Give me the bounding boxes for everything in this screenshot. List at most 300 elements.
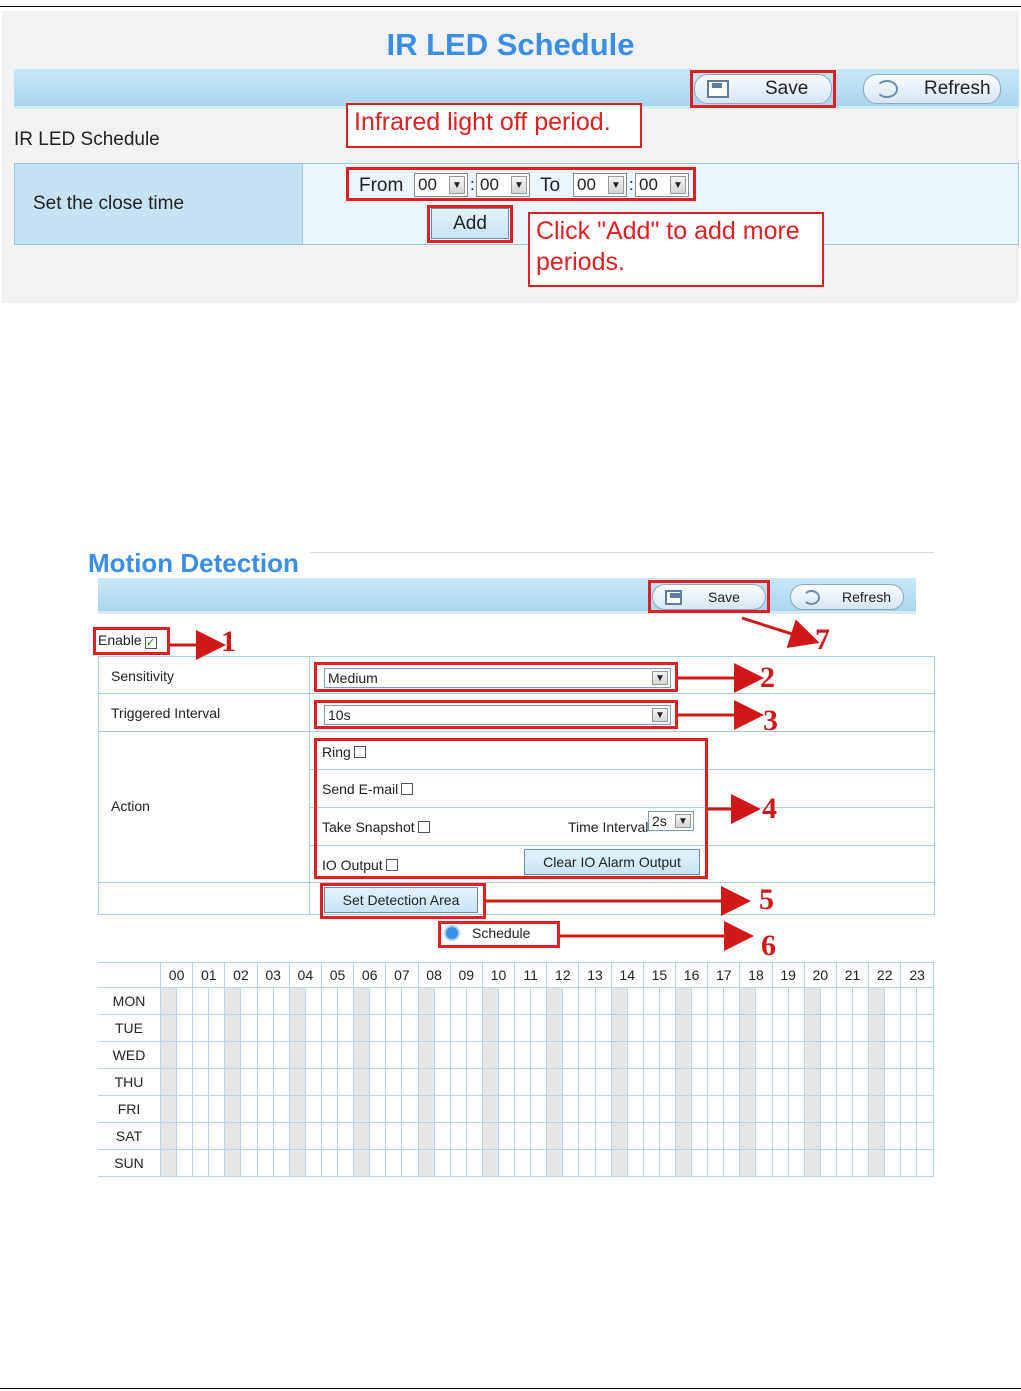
schedule-slot[interactable]	[820, 988, 836, 1015]
schedule-slot[interactable]	[820, 1042, 836, 1069]
schedule-slot[interactable]	[531, 1069, 547, 1096]
schedule-slot[interactable]	[354, 1123, 370, 1150]
schedule-slot[interactable]	[772, 1123, 788, 1150]
schedule-slot[interactable]	[273, 1150, 289, 1177]
schedule-slot[interactable]	[917, 1096, 934, 1123]
schedule-slot[interactable]	[708, 1150, 724, 1177]
schedule-slot[interactable]	[515, 1096, 531, 1123]
schedule-slot[interactable]	[177, 1015, 193, 1042]
schedule-slot[interactable]	[627, 1042, 643, 1069]
schedule-slot[interactable]	[338, 988, 354, 1015]
schedule-slot[interactable]	[450, 1123, 466, 1150]
schedule-slot[interactable]	[193, 1069, 209, 1096]
schedule-slot[interactable]	[579, 1150, 595, 1177]
schedule-slot[interactable]	[402, 1069, 418, 1096]
schedule-slot[interactable]	[643, 1042, 659, 1069]
schedule-slot[interactable]	[305, 1015, 321, 1042]
schedule-slot[interactable]	[756, 1015, 772, 1042]
schedule-slot[interactable]	[209, 1096, 225, 1123]
schedule-slot[interactable]	[788, 1042, 804, 1069]
schedule-slot[interactable]	[257, 1042, 273, 1069]
schedule-slot[interactable]	[466, 1150, 482, 1177]
schedule-slot[interactable]	[370, 1123, 386, 1150]
schedule-slot[interactable]	[209, 1015, 225, 1042]
schedule-slot[interactable]	[354, 1069, 370, 1096]
schedule-slot[interactable]	[547, 988, 563, 1015]
schedule-slot[interactable]	[321, 1015, 337, 1042]
schedule-slot[interactable]	[177, 1042, 193, 1069]
schedule-slot[interactable]	[193, 1096, 209, 1123]
schedule-slot[interactable]	[418, 1069, 434, 1096]
schedule-slot[interactable]	[836, 1096, 852, 1123]
schedule-slot[interactable]	[869, 1123, 885, 1150]
schedule-slot[interactable]	[659, 1096, 675, 1123]
schedule-slot[interactable]	[386, 988, 402, 1015]
schedule-slot[interactable]	[692, 1069, 708, 1096]
schedule-slot[interactable]	[643, 1069, 659, 1096]
schedule-slot[interactable]	[579, 1069, 595, 1096]
schedule-slot[interactable]	[418, 988, 434, 1015]
schedule-slot[interactable]	[740, 1150, 756, 1177]
schedule-slot[interactable]	[386, 1150, 402, 1177]
schedule-slot[interactable]	[209, 988, 225, 1015]
schedule-slot[interactable]	[772, 1150, 788, 1177]
schedule-slot[interactable]	[788, 1096, 804, 1123]
schedule-slot[interactable]	[869, 1042, 885, 1069]
schedule-slot[interactable]	[579, 1042, 595, 1069]
schedule-slot[interactable]	[482, 1015, 498, 1042]
schedule-slot[interactable]	[450, 1042, 466, 1069]
schedule-slot[interactable]	[676, 1096, 692, 1123]
schedule-slot[interactable]	[402, 1096, 418, 1123]
schedule-slot[interactable]	[225, 1150, 241, 1177]
schedule-slot[interactable]	[724, 1096, 740, 1123]
schedule-slot[interactable]	[177, 1096, 193, 1123]
schedule-slot[interactable]	[193, 1042, 209, 1069]
schedule-slot[interactable]	[595, 1150, 611, 1177]
schedule-slot[interactable]	[901, 1123, 917, 1150]
schedule-slot[interactable]	[241, 1015, 257, 1042]
schedule-slot[interactable]	[692, 1096, 708, 1123]
schedule-slot[interactable]	[756, 1069, 772, 1096]
schedule-slot[interactable]	[836, 1069, 852, 1096]
schedule-slot[interactable]	[161, 1015, 177, 1042]
schedule-slot[interactable]	[627, 1123, 643, 1150]
schedule-slot[interactable]	[627, 1015, 643, 1042]
schedule-slot[interactable]	[804, 1096, 820, 1123]
schedule-slot[interactable]	[434, 1015, 450, 1042]
schedule-slot[interactable]	[370, 988, 386, 1015]
schedule-slot[interactable]	[659, 1150, 675, 1177]
schedule-slot[interactable]	[869, 1015, 885, 1042]
schedule-slot[interactable]	[804, 988, 820, 1015]
schedule-slot[interactable]	[869, 988, 885, 1015]
schedule-slot[interactable]	[611, 1150, 627, 1177]
schedule-slot[interactable]	[257, 988, 273, 1015]
schedule-slot[interactable]	[209, 1150, 225, 1177]
schedule-slot[interactable]	[643, 988, 659, 1015]
schedule-slot[interactable]	[241, 988, 257, 1015]
schedule-slot[interactable]	[676, 1015, 692, 1042]
schedule-slot[interactable]	[354, 1150, 370, 1177]
schedule-slot[interactable]	[853, 1150, 869, 1177]
schedule-slot[interactable]	[676, 988, 692, 1015]
schedule-slot[interactable]	[836, 1150, 852, 1177]
schedule-slot[interactable]	[418, 1096, 434, 1123]
schedule-slot[interactable]	[853, 1096, 869, 1123]
schedule-slot[interactable]	[885, 988, 901, 1015]
schedule-slot[interactable]	[498, 1150, 514, 1177]
schedule-slot[interactable]	[177, 1123, 193, 1150]
schedule-slot[interactable]	[579, 1123, 595, 1150]
schedule-slot[interactable]	[692, 1015, 708, 1042]
ir-refresh-button[interactable]	[863, 74, 1001, 104]
schedule-slot[interactable]	[273, 1042, 289, 1069]
schedule-slot[interactable]	[321, 988, 337, 1015]
schedule-slot[interactable]	[885, 1069, 901, 1096]
schedule-slot[interactable]	[804, 1069, 820, 1096]
schedule-slot[interactable]	[820, 1123, 836, 1150]
schedule-slot[interactable]	[595, 1042, 611, 1069]
schedule-slot[interactable]	[788, 1015, 804, 1042]
schedule-slot[interactable]	[643, 1096, 659, 1123]
schedule-slot[interactable]	[901, 1150, 917, 1177]
schedule-slot[interactable]	[305, 988, 321, 1015]
schedule-slot[interactable]	[917, 1015, 934, 1042]
schedule-slot[interactable]	[836, 1042, 852, 1069]
schedule-slot[interactable]	[788, 1069, 804, 1096]
schedule-slot[interactable]	[450, 1015, 466, 1042]
schedule-slot[interactable]	[901, 1069, 917, 1096]
schedule-slot[interactable]	[193, 1150, 209, 1177]
schedule-slot[interactable]	[692, 988, 708, 1015]
schedule-slot[interactable]	[273, 1015, 289, 1042]
schedule-slot[interactable]	[740, 1123, 756, 1150]
schedule-slot[interactable]	[482, 1042, 498, 1069]
schedule-slot[interactable]	[402, 1042, 418, 1069]
schedule-slot[interactable]	[225, 988, 241, 1015]
schedule-slot[interactable]	[869, 1150, 885, 1177]
schedule-slot[interactable]	[370, 1015, 386, 1042]
schedule-slot[interactable]	[209, 1042, 225, 1069]
schedule-slot[interactable]	[724, 1015, 740, 1042]
schedule-slot[interactable]	[579, 1096, 595, 1123]
schedule-slot[interactable]	[692, 1042, 708, 1069]
schedule-slot[interactable]	[756, 988, 772, 1015]
schedule-slot[interactable]	[708, 988, 724, 1015]
schedule-slot[interactable]	[434, 1123, 450, 1150]
schedule-slot[interactable]	[772, 1069, 788, 1096]
schedule-slot[interactable]	[643, 1150, 659, 1177]
schedule-slot[interactable]	[193, 1123, 209, 1150]
schedule-slot[interactable]	[901, 988, 917, 1015]
schedule-slot[interactable]	[338, 1042, 354, 1069]
schedule-slot[interactable]	[177, 1150, 193, 1177]
schedule-slot[interactable]	[772, 1015, 788, 1042]
schedule-slot[interactable]	[257, 1123, 273, 1150]
schedule-slot[interactable]	[257, 1015, 273, 1042]
schedule-slot[interactable]	[273, 988, 289, 1015]
schedule-slot[interactable]	[225, 1042, 241, 1069]
schedule-slot[interactable]	[289, 1150, 305, 1177]
schedule-slot[interactable]	[659, 1123, 675, 1150]
schedule-slot[interactable]	[611, 1069, 627, 1096]
schedule-slot[interactable]	[740, 988, 756, 1015]
schedule-slot[interactable]	[434, 988, 450, 1015]
schedule-slot[interactable]	[611, 1015, 627, 1042]
schedule-slot[interactable]	[643, 1015, 659, 1042]
schedule-slot[interactable]	[386, 1069, 402, 1096]
schedule-slot[interactable]	[563, 1069, 579, 1096]
schedule-slot[interactable]	[321, 1123, 337, 1150]
schedule-slot[interactable]	[804, 1042, 820, 1069]
schedule-slot[interactable]	[354, 1042, 370, 1069]
schedule-slot[interactable]	[466, 1096, 482, 1123]
schedule-slot[interactable]	[659, 1042, 675, 1069]
schedule-slot[interactable]	[724, 988, 740, 1015]
schedule-slot[interactable]	[740, 1015, 756, 1042]
schedule-slot[interactable]	[853, 1069, 869, 1096]
schedule-slot[interactable]	[386, 1096, 402, 1123]
schedule-slot[interactable]	[643, 1123, 659, 1150]
schedule-slot[interactable]	[772, 988, 788, 1015]
schedule-slot[interactable]	[321, 1069, 337, 1096]
set-detection-area-button[interactable]: Set Detection Area	[324, 887, 478, 913]
schedule-slot[interactable]	[515, 988, 531, 1015]
schedule-slot[interactable]	[289, 1096, 305, 1123]
schedule-slot[interactable]	[547, 1069, 563, 1096]
schedule-slot[interactable]	[338, 1015, 354, 1042]
schedule-slot[interactable]	[740, 1069, 756, 1096]
schedule-slot[interactable]	[482, 1096, 498, 1123]
schedule-slot[interactable]	[836, 1015, 852, 1042]
schedule-slot[interactable]	[466, 1015, 482, 1042]
schedule-slot[interactable]	[756, 1150, 772, 1177]
schedule-slot[interactable]	[498, 988, 514, 1015]
schedule-slot[interactable]	[289, 1123, 305, 1150]
schedule-slot[interactable]	[354, 1015, 370, 1042]
schedule-slot[interactable]	[853, 1123, 869, 1150]
schedule-slot[interactable]	[611, 1042, 627, 1069]
schedule-slot[interactable]	[338, 1096, 354, 1123]
schedule-slot[interactable]	[289, 1042, 305, 1069]
schedule-slot[interactable]	[161, 1042, 177, 1069]
schedule-slot[interactable]	[466, 1042, 482, 1069]
schedule-slot[interactable]	[466, 1123, 482, 1150]
schedule-slot[interactable]	[756, 1123, 772, 1150]
schedule-slot[interactable]	[901, 1042, 917, 1069]
schedule-slot[interactable]	[241, 1069, 257, 1096]
schedule-slot[interactable]	[563, 1123, 579, 1150]
schedule-slot[interactable]	[450, 1069, 466, 1096]
schedule-slot[interactable]	[579, 988, 595, 1015]
schedule-slot[interactable]	[853, 1042, 869, 1069]
schedule-slot[interactable]	[611, 988, 627, 1015]
schedule-slot[interactable]	[450, 1096, 466, 1123]
schedule-slot[interactable]	[579, 1015, 595, 1042]
schedule-slot[interactable]	[788, 988, 804, 1015]
schedule-slot[interactable]	[804, 1015, 820, 1042]
schedule-slot[interactable]	[917, 988, 934, 1015]
schedule-slot[interactable]	[418, 1150, 434, 1177]
schedule-slot[interactable]	[676, 1150, 692, 1177]
schedule-slot[interactable]	[515, 1123, 531, 1150]
schedule-slot[interactable]	[515, 1042, 531, 1069]
schedule-slot[interactable]	[386, 1042, 402, 1069]
schedule-slot[interactable]	[563, 1150, 579, 1177]
schedule-slot[interactable]	[370, 1096, 386, 1123]
schedule-slot[interactable]	[161, 1123, 177, 1150]
schedule-slot[interactable]	[820, 1069, 836, 1096]
schedule-slot[interactable]	[595, 1069, 611, 1096]
schedule-slot[interactable]	[531, 1015, 547, 1042]
schedule-slot[interactable]	[434, 1069, 450, 1096]
schedule-slot[interactable]	[563, 988, 579, 1015]
schedule-slot[interactable]	[289, 1069, 305, 1096]
schedule-slot[interactable]	[354, 1096, 370, 1123]
schedule-slot[interactable]	[595, 1123, 611, 1150]
schedule-slot[interactable]	[724, 1123, 740, 1150]
schedule-slot[interactable]	[161, 988, 177, 1015]
schedule-slot[interactable]	[611, 1123, 627, 1150]
schedule-slot[interactable]	[241, 1150, 257, 1177]
schedule-slot[interactable]	[531, 988, 547, 1015]
schedule-slot[interactable]	[836, 988, 852, 1015]
schedule-slot[interactable]	[788, 1123, 804, 1150]
schedule-slot[interactable]	[418, 1042, 434, 1069]
schedule-slot[interactable]	[466, 988, 482, 1015]
schedule-slot[interactable]	[338, 1069, 354, 1096]
schedule-slot[interactable]	[402, 1150, 418, 1177]
schedule-slot[interactable]	[386, 1015, 402, 1042]
schedule-slot[interactable]	[482, 1150, 498, 1177]
schedule-slot[interactable]	[563, 1042, 579, 1069]
schedule-slot[interactable]	[708, 1042, 724, 1069]
schedule-slot[interactable]	[161, 1069, 177, 1096]
schedule-slot[interactable]	[917, 1069, 934, 1096]
schedule-slot[interactable]	[498, 1096, 514, 1123]
schedule-slot[interactable]	[901, 1015, 917, 1042]
schedule-slot[interactable]	[869, 1069, 885, 1096]
schedule-slot[interactable]	[885, 1042, 901, 1069]
schedule-slot[interactable]	[289, 988, 305, 1015]
schedule-slot[interactable]	[498, 1123, 514, 1150]
schedule-slot[interactable]	[885, 1123, 901, 1150]
schedule-slot[interactable]	[305, 1150, 321, 1177]
clear-io-alarm-button[interactable]: Clear IO Alarm Output	[524, 849, 700, 875]
schedule-slot[interactable]	[563, 1096, 579, 1123]
schedule-slot[interactable]	[241, 1123, 257, 1150]
schedule-slot[interactable]	[724, 1069, 740, 1096]
schedule-slot[interactable]	[305, 1042, 321, 1069]
schedule-slot[interactable]	[547, 1015, 563, 1042]
schedule-slot[interactable]	[498, 1042, 514, 1069]
schedule-slot[interactable]	[434, 1150, 450, 1177]
schedule-slot[interactable]	[659, 1015, 675, 1042]
schedule-slot[interactable]	[482, 1069, 498, 1096]
schedule-slot[interactable]	[161, 1150, 177, 1177]
schedule-slot[interactable]	[273, 1123, 289, 1150]
schedule-slot[interactable]	[482, 988, 498, 1015]
schedule-slot[interactable]	[659, 1069, 675, 1096]
schedule-slot[interactable]	[402, 1123, 418, 1150]
schedule-slot[interactable]	[305, 1123, 321, 1150]
schedule-slot[interactable]	[853, 988, 869, 1015]
schedule-slot[interactable]	[708, 1123, 724, 1150]
schedule-slot[interactable]	[901, 1096, 917, 1123]
schedule-slot[interactable]	[595, 1015, 611, 1042]
schedule-slot[interactable]	[498, 1015, 514, 1042]
schedule-slot[interactable]	[177, 1069, 193, 1096]
schedule-slot[interactable]	[273, 1096, 289, 1123]
schedule-slot[interactable]	[209, 1069, 225, 1096]
schedule-slot[interactable]	[241, 1096, 257, 1123]
schedule-slot[interactable]	[724, 1150, 740, 1177]
schedule-slot[interactable]	[531, 1096, 547, 1123]
schedule-slot[interactable]	[885, 1015, 901, 1042]
schedule-slot[interactable]	[482, 1123, 498, 1150]
schedule-slot[interactable]	[692, 1123, 708, 1150]
schedule-slot[interactable]	[515, 1150, 531, 1177]
schedule-slot[interactable]	[885, 1150, 901, 1177]
schedule-slot[interactable]	[563, 1015, 579, 1042]
schedule-slot[interactable]	[788, 1150, 804, 1177]
schedule-slot[interactable]	[676, 1123, 692, 1150]
schedule-slot[interactable]	[161, 1096, 177, 1123]
schedule-slot[interactable]	[804, 1123, 820, 1150]
schedule-slot[interactable]	[338, 1150, 354, 1177]
add-period-button[interactable]: Add	[431, 208, 509, 239]
schedule-slot[interactable]	[257, 1150, 273, 1177]
schedule-slot[interactable]	[515, 1069, 531, 1096]
schedule-slot[interactable]	[627, 988, 643, 1015]
schedule-slot[interactable]	[853, 1015, 869, 1042]
schedule-slot[interactable]	[627, 1096, 643, 1123]
schedule-slot[interactable]	[724, 1042, 740, 1069]
schedule-slot[interactable]	[450, 1150, 466, 1177]
schedule-slot[interactable]	[676, 1042, 692, 1069]
schedule-slot[interactable]	[772, 1042, 788, 1069]
schedule-slot[interactable]	[466, 1069, 482, 1096]
schedule-slot[interactable]	[756, 1096, 772, 1123]
schedule-slot[interactable]	[740, 1042, 756, 1069]
schedule-slot[interactable]	[547, 1042, 563, 1069]
schedule-slot[interactable]	[225, 1096, 241, 1123]
schedule-slot[interactable]	[305, 1096, 321, 1123]
schedule-slot[interactable]	[676, 1069, 692, 1096]
schedule-slot[interactable]	[418, 1015, 434, 1042]
schedule-slot[interactable]	[177, 988, 193, 1015]
schedule-slot[interactable]	[659, 988, 675, 1015]
schedule-slot[interactable]	[225, 1015, 241, 1042]
schedule-slot[interactable]	[450, 988, 466, 1015]
schedule-slot[interactable]	[498, 1069, 514, 1096]
schedule-slot[interactable]	[627, 1150, 643, 1177]
schedule-slot[interactable]	[418, 1123, 434, 1150]
schedule-slot[interactable]	[370, 1150, 386, 1177]
schedule-slot[interactable]	[402, 988, 418, 1015]
schedule-slot[interactable]	[917, 1123, 934, 1150]
schedule-slot[interactable]	[820, 1150, 836, 1177]
schedule-slot[interactable]	[434, 1096, 450, 1123]
schedule-slot[interactable]	[402, 1015, 418, 1042]
schedule-slot[interactable]	[692, 1150, 708, 1177]
schedule-slot[interactable]	[257, 1069, 273, 1096]
schedule-slot[interactable]	[708, 1015, 724, 1042]
schedule-slot[interactable]	[434, 1042, 450, 1069]
schedule-slot[interactable]	[547, 1123, 563, 1150]
schedule-slot[interactable]	[611, 1096, 627, 1123]
